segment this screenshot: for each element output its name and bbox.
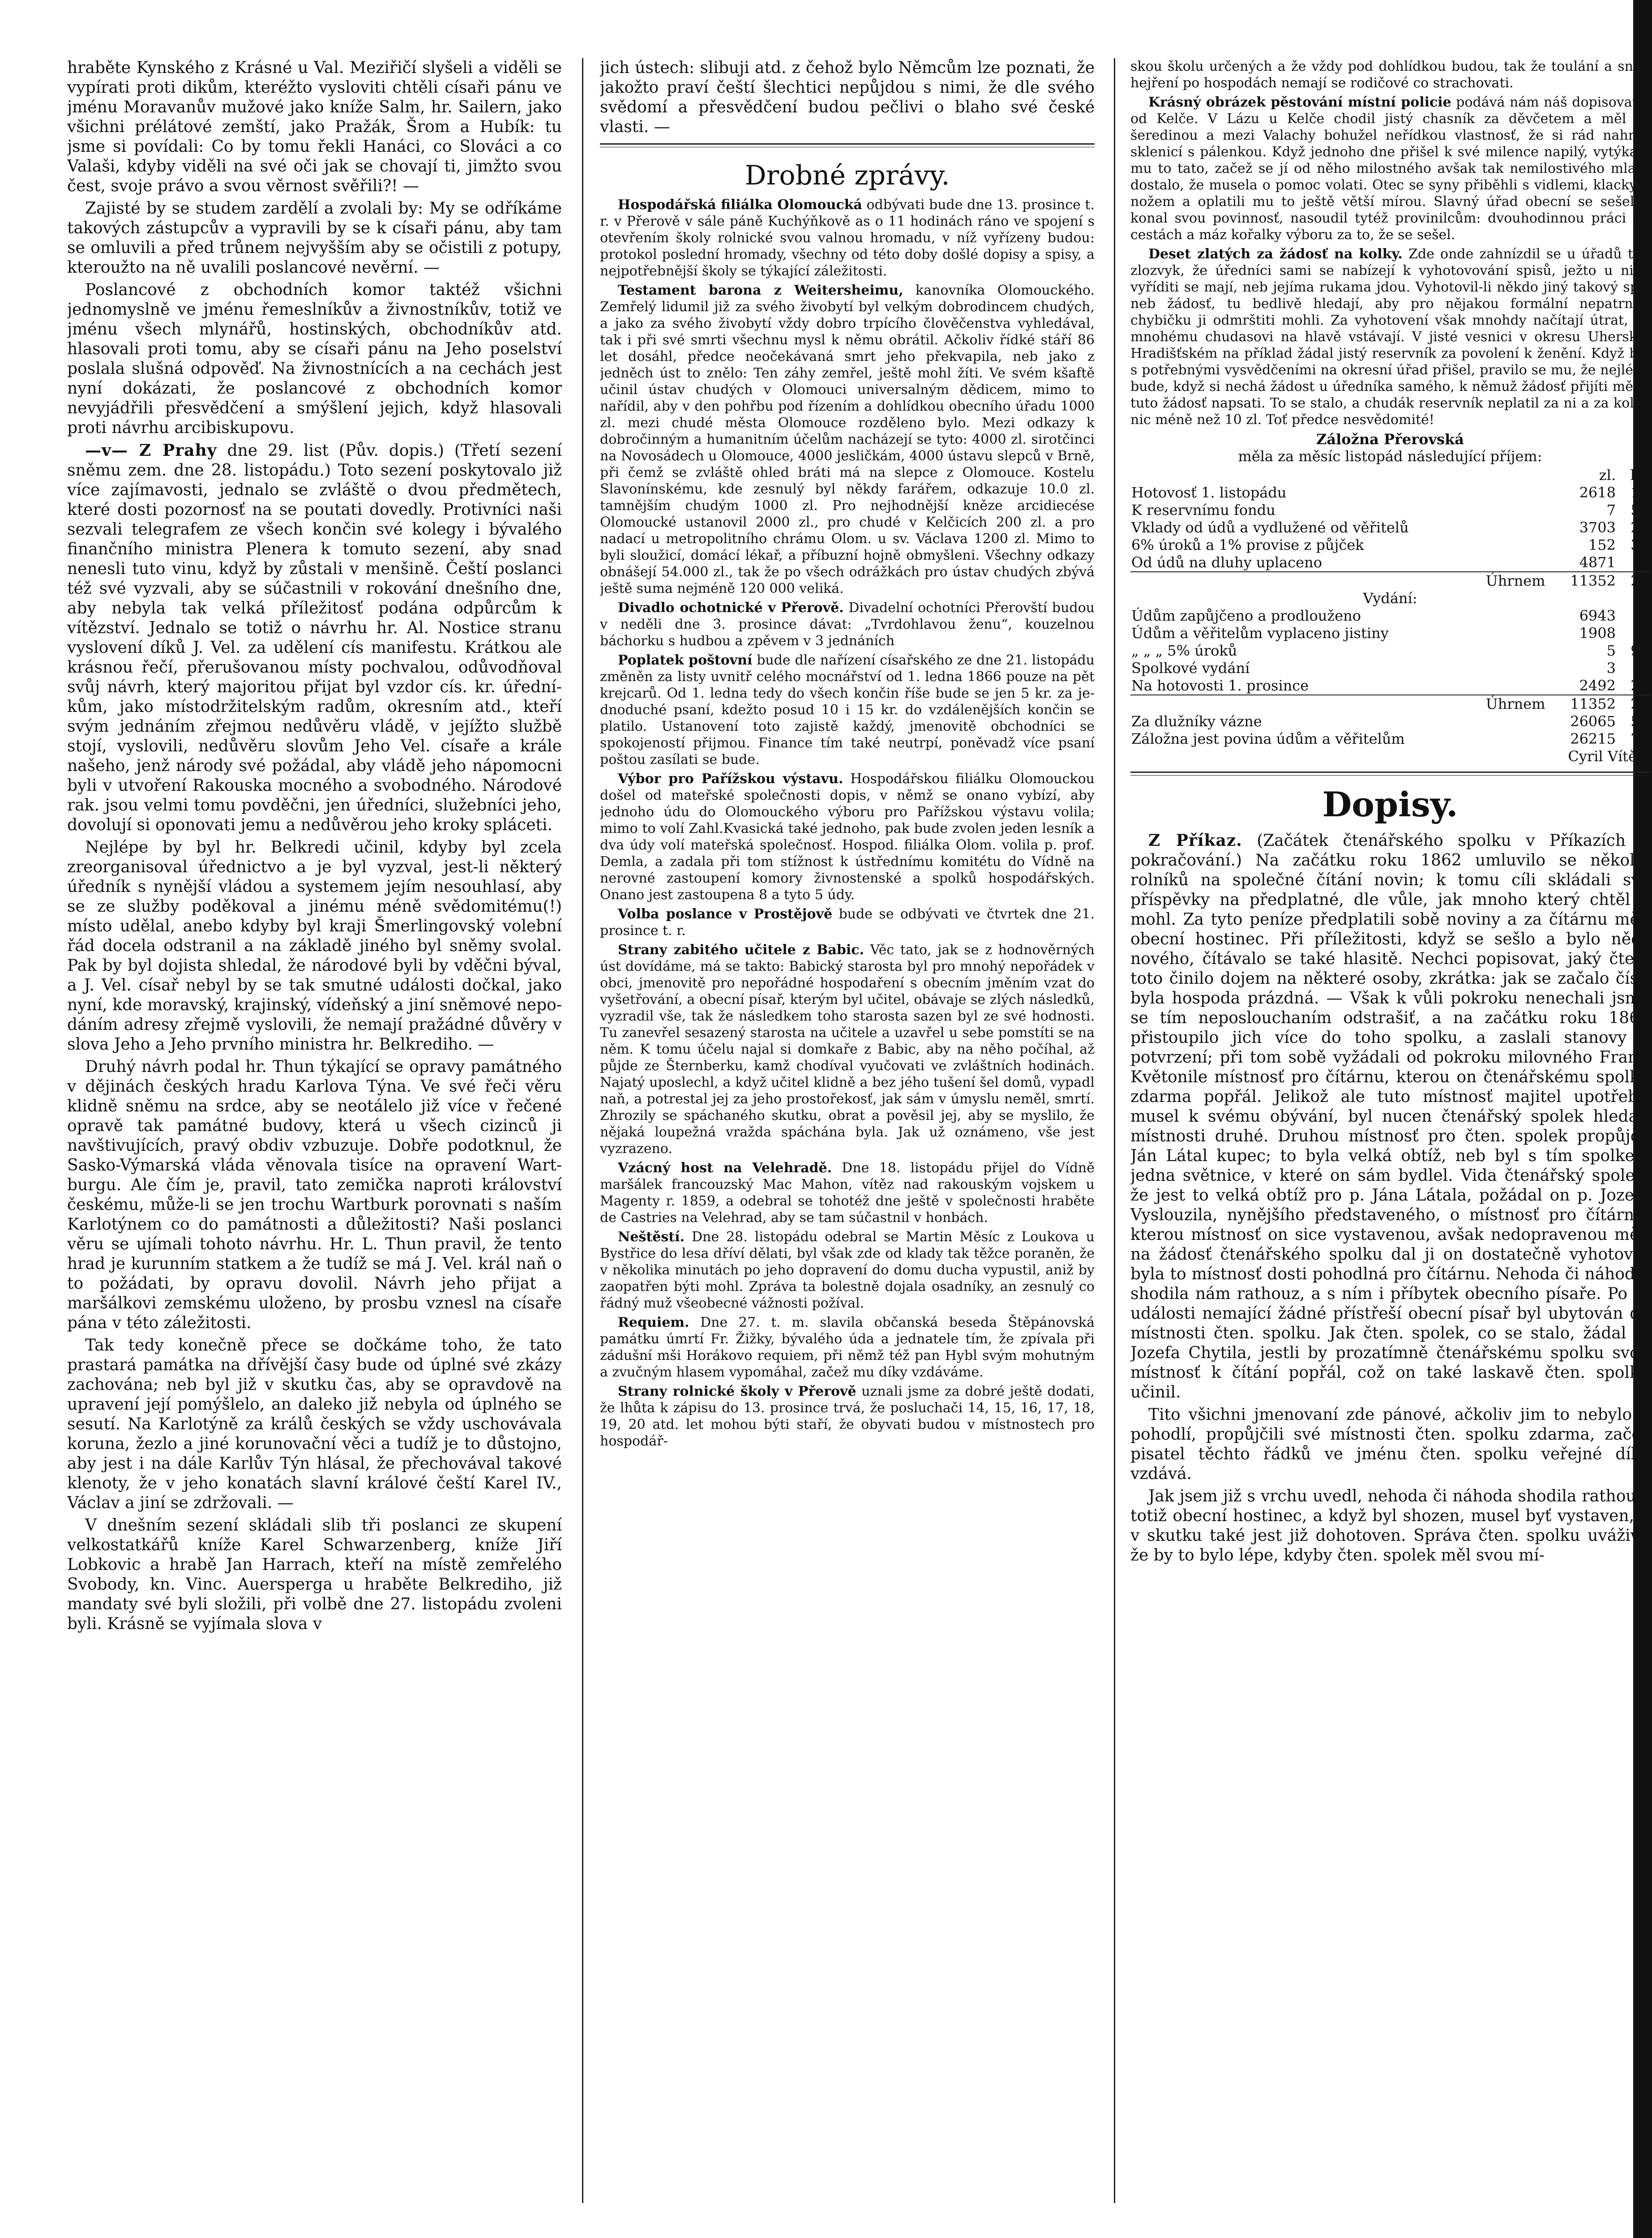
news-title: Deset zlatých za žádosť na kolky.	[1148, 246, 1403, 262]
news-item	[600, 906, 1095, 939]
finance-zl: 5	[1606, 642, 1616, 659]
paragraph: Tito všichni jmenovaní zde pánové, ačkoliv jim to nebylo k pohodlí, propůjčili své místnosti čten. spolku zdarma, začež pisatel těchto řádků ve jménu čten. spolku veřejné díky vzdává.	[1130, 1406, 1650, 1483]
finance-row	[1130, 484, 1650, 502]
news-body: Zde onde zahnízdil se u úřadů ten zlozvyk, že úředníci sami se nabízejí k vyhotovování spisů, ježto u nich vyříditi se mají, neb jejíma rukama jdou. Vyhotovil-li někdo jiný takový spis neb žádosť, tu bedlivě hledají, aby pro nějakou formální nepatrnou chybičku ji odmrštiti mohli. Za vyhotovení však mnohdy načítají útrat, že mnohému chudasovi na hlavě vstávají. V jisté vesnici v okresu Uhersko-Hradišťském na příklad žádal jistý reservník za povolení k ženění. Když byl s potřebnými vysvědčeními na okresní úřad přišel, pravilo se mu, že nejlépe bude, když si nechá žádost u úředníka samého, k němuž žádosť přijíti měla, tuto žádosť napsati. To se stalo, a chudák reservník neplatil za ni a za kolky nic méně než 10 zl. Toť předce nesvědomité!	[1130, 246, 1650, 428]
finance-total-row	[1130, 695, 1650, 713]
finance-zl: zl.	[1599, 467, 1616, 484]
paragraph: Poslancové z obchodních komor taktéž všichni jednomyslně ve jménu řemeslníkův a živnostníkův, totiž ve jménu všech mlynářů, hostinských, obchodníkův atd. hlasovali proti tomu, aby se císaři pánu na Jeho poselství poslala slušná odpověď. Na živnostnících a na cechách jest nyní dokázati, že poslancové z obchodních komor nevyjádřili přesvědčení a smýšlení jejich, když hlasovali proti návrhu arcibiskupovu.	[67, 281, 562, 437]
paragraph	[67, 441, 562, 835]
finance-label: Úhrnem	[1130, 695, 1546, 713]
news-title: Neštěstí.	[618, 1229, 685, 1245]
finance-label: 6% úroků a 1% provise z půjček	[1131, 536, 1364, 553]
finance-kr: kr.	[1630, 467, 1649, 484]
news-body: Dne 27. t. m. slavila občanská beseda Štěpánovská památku úmrtí Fr. Žižky, bývalého úda a jednatele tím, že zpívala při zádušní mši Horákovo requiem, při němž též pan Hybl svým mohutným a zvučným hlasem vypomáhal, začež mu díky vzdáváme.	[600, 1315, 1095, 1380]
finance-row	[1130, 536, 1650, 554]
news-body: kanovníka Olomouckého. Zemřelý lidumil již za svého živobytí byl velkým dobrodincem chudých, a jako za svého živobytí vždy dobro trpícího člověčenstva vyhledával, tak i při své smrti všechnu mysl k němu obrátil. Ačkoliv řídké stáří 86 let dosáhl, předce neočekávaná smrt jeho překvapila, neb jako z jedněch úst to znělo: Ten záhy zemřel, ještě mohl žíti. Ve svém kšaftě učinil ústav chudých v Olomouci universalným dědicem, mimo to nařídil, aby v den pohřbu pod řízením a dohlídkou obecního úřadu 1000 zl. mezi chudé města Olomouce rozděleno bylo. Mezi odkazy k dobročinným a humanitním účelům nacházejí se tyto: 4000 zl. sirotčinci na Novosádech u Olomouce, 4000 jesličkám, 4000 ústavu slepců v Brně, při čemž se zvláště ohled bráti má na slepce z Olomouce. Kostelu Slavonínskému, kde zesnulý byl někdy farářem, odkazuje 10.0 zl. tamnějším chudým 1000 zl. Pro nejhodnější kněze arcidiecése Olomoucké ustanovil 2000 zl., pro chudé v Kelčicích 200 zl. a pro nadací u metropolitního chrámu Olom. u sv. Václava 1200 zl. Mimo to byli sloužicí, domácí lékař, a příbuzní hojně obmyšleni. Všechny odkazy obnášejí 54.000 zl., tak že po všech odrážkách pro ústav chudých zbývá ještě suma nejméně 120 000 veliká.	[600, 283, 1095, 596]
paragraph: hraběte Kynského z Krásné u Val. Meziřičí slyšeli a viděli se vypírati proti dikům, kteréžto vysloviti chtěli císaři pánu ve jménu Moravanův mužové jako kníže Salm, hr. Sailern, jako všichni prélátové zemští, jako Pražák, Šrom a Hubík: tu jsme si povídali: Co by tomu řekli Hanáci, co Slováci a co Valaši, kdyby viděli na své oči jak se chovají ti, jimžto svou čest, svoje právo a svou věrnost svěřili?! —	[67, 59, 562, 195]
news-item	[600, 652, 1095, 768]
finance-zl: 2492	[1579, 677, 1616, 694]
section-heading: Drobné zprávy.	[745, 160, 950, 191]
finance-kr: 23	[1617, 572, 1650, 590]
finance-zl: 1908	[1579, 625, 1616, 642]
finance-zl: 3	[1606, 660, 1616, 677]
news-title: Hospodářská filiálka Olomoucká	[618, 197, 862, 213]
finance-kr: 50	[1631, 502, 1649, 519]
finance-kr: 31	[1631, 536, 1649, 553]
finance-zl: 26065	[1570, 713, 1616, 730]
finance-kr: —	[1635, 554, 1649, 571]
finance-kr: 16	[1631, 484, 1649, 501]
news-body: podává nám náš dopisovatel od Kelče. V Lázu u Kelče chodil jistý chasník za děvčetem a měl tu šeredinou a mezi Valachy bohužel neřídkou vlastnosť, že si rád nahnul sklenicí s pálenkou. Když jednoho dne přišel k své milence napilý, vytýkala mu to tato, začež se jí od něho milostného avšak tak nemilostivého mlatu dostalo, že musela o pomoc volati. Otec se syny přiběhli s vidlemi, klacky a nožem a oplatili mu to ještě větší mírou. Slavný úřad obecní se sešel a konal svou povinnosť, nasoudil tytéž provinilcům: dvouhodinnou práci na cestách a máz kořalky výboru za to, že se sešel.	[1130, 94, 1650, 243]
finance-zl: 152	[1588, 536, 1616, 553]
finance-label: „ „ „ 5% úroků	[1131, 642, 1237, 659]
finance-label: Vklady od údů a vydlužené od věřitelů	[1131, 519, 1409, 536]
finance-title: Záložna Přerovská	[1316, 431, 1464, 448]
news-item	[600, 1314, 1095, 1381]
paragraph: Zajisté by se studem zardělí a zvolali by: My se odříkáme takových zástupcův a vypravili by se k císaři pánu, aby tam se omluvili a před trůnem nejvyšším aby se očistili z potupy, kteroužto na ně uvalili poslancové nevěrní. —	[67, 199, 562, 277]
finance-zl: 6943	[1579, 607, 1616, 624]
news-item	[600, 771, 1095, 903]
finance-label: Údům zapůjčeno a prodlouženo	[1131, 607, 1361, 624]
news-items	[600, 197, 1095, 1449]
finance-table	[1130, 467, 1650, 765]
paragraph: Druhý návrh podal hr. Thun týkající se opravy památného v dějinách českých hradu Karlova Týna. Ve své řeči věru klidně sněmu na srdce, aby se neotálelo již více v řečené opravě tak památné budovy, která u všech cizinců ji navštivujících, pravý obdiv vzbuzuje. Dobře podotknul, že Sasko-Výmarská vláda věnovala tisíce na opravení Wartburgu. Ale čím je, pravil, tato zemička naproti království českému, může-li se jen trochu Wartburk porovnati s naším Karlotýnem co do památnosti a důležitosti? Naši poslanci věru se ujímali tohoto návrhu. Hr. L. Thun pravil, že tento hrad je kurunním statkem a že tudíž se má J. Vel. král naň o to požádati, by opravu dovolil. Návrh jeho přijat a maršálkovi zemskému uloženo, by prosbu vznesl na císaře pána v této záležitosti.	[67, 1058, 562, 1332]
finance-row	[1130, 660, 1650, 677]
column-rule	[1114, 58, 1115, 2203]
news-title: Strany rolnické školy v Přerově	[618, 1384, 856, 1399]
section-divider	[1130, 772, 1650, 776]
news-item: skou školu určených a že vždy pod dohlídkou budou, tak že toulání a snad hejření po hospodách nemají se rodičové co strachovati.	[1130, 59, 1650, 91]
news-item	[600, 282, 1095, 597]
finance-label: Na hotovosti 1. prosince	[1131, 677, 1309, 694]
article-body: dne 29. list (Pův. dopis.) (Třetí sezení sněmu zem. dne 28. listopádu.) Toto sezení poskytovalo již více zajímavosti, jednalo se zvláště o dvou předmětech, které dosti pozornosť na se poutati dovedly. Protivníci naši sezvali telegrafem ze všech končin své kolegy i bývalého finančního ministra Plenera k tomuto sezení, aby snad nenesli tuto vinu, když by zůstali v menšině. Čeští poslanci též své vyzvali, aby se súčastnili v rokování dnešního dne, aby nebyla tak velká příležitosť podána odpůrcům k vítězství. Jednalo se totiž o návrhu hr. Al. Nostice stranu vyslovení díků J. Vel. za udělení cís manifestu. Krátkou ale krásnou řečí, přerušovanou místy pochvalou, odůvodňoval svůj návrh, který majoritou přijat byl vzdor cís. kr. úředníkům, jako místodržitelským radům, okresním atd., kteří svým jednáním zřejmou nedůvěru vládě, v jejížto službě stojí, vyslovili, nedůvěru slovům Jeho Vel. císaře a krále našeho, jenž národy své požádal, aby vládě jeho nápomocni byli v utvoření Rakouska mocného a svobodného. Národové rak. jsou velmi tomu povděčni, jen úředníci, služebníci jeho, dovolují si oponovati jemu a nedůvěrou jeho kroky spláceti.	[67, 442, 562, 834]
finance-section-label: Vydání:	[1363, 590, 1417, 607]
news-title: Vzácný host na Velehradě.	[618, 1160, 832, 1176]
article-lead: —v— Z Prahy	[85, 441, 217, 460]
news-body: bude se odbývati ve čtvrtek dne 21. prosince t. r.	[600, 906, 1095, 939]
finance-label: Spolkové vydání	[1131, 660, 1250, 677]
finance-kr: —	[1635, 660, 1649, 677]
news-item	[600, 197, 1095, 279]
news-body: odbývati bude dne 13. prosince t. r. v Přerově v sále páně Kuchýňkově as o 11 hodinách ráno ve spojení s otevřením školy rolnické svou valnou hromadu, v níž vyřízeny budou: protokol poslední hromady, všechny od této doby došlé dopisy a spisy, a nejpotřebnější školy se týkající záležitosti.	[600, 197, 1095, 279]
finance-kr: —	[1635, 607, 1649, 624]
news-item	[600, 942, 1095, 1157]
news-body: Dne 18. listopádu přijel do Vídně maršálek francouzský Mac Mahon, vítěz nad rakouským vojskem u Magenty r. 1859, a odebral se tohotéž dne ještě v společnosti hraběte de Castries na Velehrad, aby se tam súčastnil v honbách.	[600, 1160, 1095, 1226]
news-title: Krásný obrázek pěstování místní policie	[1148, 94, 1451, 110]
finance-row	[1130, 625, 1650, 642]
finance-zl: 11352	[1546, 572, 1617, 590]
finance-zl: 3703	[1579, 519, 1616, 536]
finance-zl: 2618	[1579, 484, 1616, 501]
news-title: Výbor pro Pařížskou výstavu.	[618, 771, 843, 787]
paragraph: Tak tedy konečně přece se dočkáme toho, že tato prastará památka na dřívější časy bude od úplné své zkázy zachována; neb byl již v skutku čas, aby se opravdově na upravení její pomýšlelo, an daleko již nebyla od úplného se sesutí. Na Karlotýně za králů českých se vždy uschovávala koruna, žezlo a jiné korunovační věci a tudíž je to důstojno, aby jest i na dále Karlův Týn hlásal, že přechovával takové klenoty, že v jeho konatách slavní králové čeští Karel IV., Václav a jiní se zdržovali. —	[67, 1336, 562, 1512]
finance-kr: 1	[1639, 625, 1649, 642]
news-item	[600, 600, 1095, 649]
news-title: Poplatek poštovní	[618, 652, 753, 668]
column-2	[600, 58, 1095, 2203]
finance-label: Hotovosť 1. listopádu	[1131, 484, 1287, 501]
finance-kr: 50	[1631, 713, 1649, 730]
news-item	[600, 1229, 1095, 1312]
finance-label: Od údů na dluhy uplaceno	[1131, 554, 1322, 571]
finance-header-row	[1130, 467, 1650, 484]
paragraph: jich ústech: slibuji atd. z čehož bylo Němcům lze poznati, že jakožto praví čeští šlechtici nepůjdou s nimi, že dle svého svědomí a přesvědčení budou pečlivi o blaho své české vlasti. —	[600, 59, 1095, 136]
finance-row	[1130, 502, 1650, 519]
finance-label	[1130, 467, 1546, 484]
column-3	[1130, 58, 1650, 2203]
finance-row	[1130, 730, 1650, 748]
finance-signature-row	[1130, 748, 1650, 765]
paragraph: Nejlépe by byl hr. Belkredi učinil, kdyby byl zcela zreorganisoval úřednictvo a je byl vyzval, jest-li některý úředník s nynější vládou a systemem jejím nesouhlasí, aby se ze služby poděkoval a jinému méně svědomitému(!) místo udělal, anebo kdyby byl kraji Šmerlingovský volební řád docela odstranil a na základě jiného byl sněmy svolal. Pak by byl dojista shledal, že národové byli by vděčni býval, a J. Vel. císař nebyl by se tak smutné události dočkal, jako nyní, kde moravský, krajinský, vídeňský a jiní sněmové nepodáním adresy zřejmě vyslovili, že nemají pražádné důvěry v slova Jeho a Jeho prvního ministra hr. Belkrediho. —	[67, 838, 562, 1054]
news-body: Věc tato, jak se z hodnověrných úst dovídáme, má se takto: Babický starosta byl pro mnohý nepořádek v obci, jmenovitě pro nepořádné hospodaření s obecním jměním vzat do vyšetřování, a obecní písař, kterým byl učitel, obávaje se zlých následků, vyzradil vše, tak že následkem toho starosta sazen byl ze své hodnosti. Tu zanevřel sesazený starosta na učitele a uzavřel u sebe pomstíti se na něm. K tomu účelu najal si domkaře z Babic, aby na něho počíhal, až půjde ze Šternberku, kamž chodíval vyučovati ve zvláštních hodinách. Najatý uposlechl, a když učitel klidně a bez jého tušení šel domů, vypadl naň, a potrestal jej za jeho prostořekosť, jak sám v úmyslu neměl, smrtí. Zhrozily se spáchaného skutku, obrat a pověsil jej, aby se myslilo, že nějaká loupežná vražda spáchána byla. Jak už oznámeno, vše jest vyzrazeno.	[600, 942, 1095, 1157]
finance-label: Záložna jest povina údům a věřitelům	[1131, 730, 1405, 747]
news-item	[1130, 94, 1650, 243]
finance-kr: 23	[1617, 695, 1650, 713]
news-title: Strany zabitého učitele z Babic.	[618, 942, 864, 958]
finance-zl: 7	[1606, 502, 1616, 519]
finance-kr: 71	[1631, 730, 1649, 747]
news-title: Volba poslance v Prostějově	[618, 906, 833, 922]
news-body: bude dle nařízení císařského ze dne 21. listopádu změněn za listy uvnitř celého mocnářství od 1. ledna 1866 pouze na pět krejcarů. Od 1. ledna tedy do všech končin říše bude se jen 5 kr. za jednoduché psaní, kdežto posud 10 i 15 kr. do vzdálenějších končin se platilo. Ustanovení toto zajistě každý, jmenovitě obchodníci se spokojeností přijmou. Finance tím také neutrpí, poněvadž více psaní poštou zasílati se bude.	[600, 652, 1095, 767]
finance-row	[1130, 607, 1650, 625]
news-title: Divadlo ochotnické v Přerově.	[618, 600, 844, 616]
section-divider	[600, 143, 1095, 147]
column-1	[67, 58, 562, 2203]
column-rule	[582, 58, 583, 2203]
finance-kr: 26	[1631, 519, 1649, 536]
news-body: Hospodářskou filiálku Olomouckou došel od mateřské společnosti dopis, v němž se onano vybízí, aby jednoho údu do Olomouckého výboru pro Pařížskou výstavu volila; mimo to volí Zahl.Kvasická také jednoho, pak bude zvolen jeden lesník a dva údy volí mateřská společnosť. Hospod. filiálka Olom. volila p. prof. Demla, a zadala při tom stížnost k ústřednímu komitétu do Vídně na nerovné zastoupení komory živnostenské a spolků hospodářských. Onano jest zastoupena 8 a tyto 5 údy.	[600, 771, 1095, 903]
article-lead: Z Příkaz.	[1148, 831, 1242, 850]
news-body: Divadelní ochotníci Přerovští budou v neděli dne 3. prosince dávat: „Tvrdohlavou ženu“, kouzelnou báchorku s hudbou a zpěvem v 3 jednáních	[600, 600, 1095, 649]
finance-row	[1130, 554, 1650, 572]
finance-row	[1130, 642, 1650, 660]
news-items	[1130, 58, 1650, 428]
section-heading: Dopisy.	[1322, 785, 1458, 824]
finance-section-title	[1130, 590, 1650, 607]
paragraph	[1130, 831, 1650, 1402]
news-item	[1130, 246, 1650, 428]
finance-label: K reservnímu fondu	[1131, 502, 1275, 519]
finance-label: Údům a věřitelům vyplaceno jistiny	[1131, 625, 1389, 642]
news-title: Testament barona z Weitersheimu,	[618, 283, 903, 298]
newspaper-page	[67, 58, 1648, 2203]
finance-subtitle: měla za měsíc listopád následující příjem:	[1238, 448, 1542, 465]
finance-zl: 4871	[1579, 554, 1616, 571]
paragraph: V dnešním sezení skládali slib tři poslanci ze skupení velkostatkářů kníže Karel Schwarzenberg, kníže Jiří Lobkovic a hrabě Jan Harrach, kteří na místě zemřelého Svobody, kn. Vinc. Auersperga u hraběte Belkrediho, již mandaty své byli složili, při volbě dne 27. listopádu zvoleni byli. Krásně se vyjímala slova v	[67, 1516, 562, 1633]
finance-kr: 25	[1631, 677, 1649, 694]
finance-label: Za dlužníky vázne	[1131, 713, 1262, 730]
finance-label: Úhrnem	[1130, 572, 1546, 590]
finance-row	[1130, 677, 1650, 695]
news-body: Dne 28. listopádu odebral se Martin Měsíc z Loukova u Bystřice do lesa dříví dělati, byl však zde od klady tak těžce poraněn, že v několika minutách po jeho dopravení do domu ducha vypustil, aniž by zaopatřen býti mohl. Zpráva ta bolestně dojala osadníky, an zesnulý co řádný muž všeobecné vážnosti požíval.	[600, 1229, 1095, 1311]
news-item	[600, 1383, 1095, 1449]
finance-total-row	[1130, 572, 1650, 590]
news-body: uznali jsme za dobré ještě dodati, že lhůta k zápisu do 13. prosince trvá, že posluchači 14, 15, 16, 17, 18, 19, 20 atd. let mohou býti staří, že obyvati budou v místnostech pro hospodář-	[600, 1384, 1095, 1449]
finance-row	[1130, 519, 1650, 536]
news-item	[600, 1160, 1095, 1226]
finance-kr: 97	[1631, 642, 1649, 659]
news-title: Requiem.	[618, 1315, 689, 1330]
finance-zl: 26215	[1570, 730, 1616, 747]
finance-signature: Cyril Vítěz.	[1568, 748, 1649, 765]
finance-row	[1130, 713, 1650, 730]
article-body: (Začátek čtenářského spolku v Příkazích a pokračování.) Na začátku roku 1862 umluvilo se několik rolníků na společné čítání novin; k tomu cíli skládali své příspěvky na předplatné, dle vůle, jak mnoho který chtěl a mohl. Za tyto peníze předplatili sobě noviny a za čítárnu měli obecní hostinec. Při příležitosti, když se sešlo a bylo něco nového, čítávalo se také hlasitě. Nechci popisovat, jaký čtení toto činilo dojem na některé osoby, zkrátka: jak se začalo číst, byla hospoda prázdná. — Však k vůli pokroku nenechali jsme se tím neposlouchaním odstrašiť, a na začátku roku 1863 přistoupilo jich více do toho spolku, a zaslali stanovy k potvrzení; při tom sobě vyžádali od pokroku milovného Frant. Květonile místnosť pro čítárnu, kterou on čtenářskému spolku zdarma popřál. Jelikož ale tuto místnosť majitel upotřebiť musel k svému obývání, byl nucen čtenářský spolek hledati místnosti druhé. Druhou místnosť pro čten. spolek propůjčil Ján Látal kupec; to byla velká obtíž, neb byl s tím spolkem jedna světnice, v které on sám bydlel. Vida čtenářský spolek, že jest to velká obtíž pro p. Jána Látala, požádal on p. Jozefa Vyslouzila, nynějšího představeného, o místnosť pro čítárnu, kterou místnosť on sice vystavenou, avšak nedopravenou měl; na žádosť čtenářského spolku dal ji on dostatečně vyhotoviť, byla to místnosť dosti pohodlná pro čítárnu. Nehoda či náhoda, shodila nám rathouz, a s ním i příbytek obecního písaře. Po té události nemající žádné přístřeší obecní písař byl ubytován do místnosti čten. spolku. Jak čten. spolek, co se stalo, žádal p. Jozefa Chytila, jestli by prozatímně čtenářskému spolku svou místnosť k čítání popřál, což on také laskavě čten. spolku učinil.	[1130, 832, 1650, 1402]
finance-zl: 11352	[1546, 695, 1617, 713]
paragraph: Jak jsem již s vrchu uvedl, nehoda či náhoda shodila rathouz, totiž obecní hostinec, a když byl shozen, musel byť vystaven, a v skutku také jest již dohotoven. Správa čten. spolku uváživí, že by to bylo lépe, kdyby čten. spolek měl svou mí-	[1130, 1487, 1650, 1565]
